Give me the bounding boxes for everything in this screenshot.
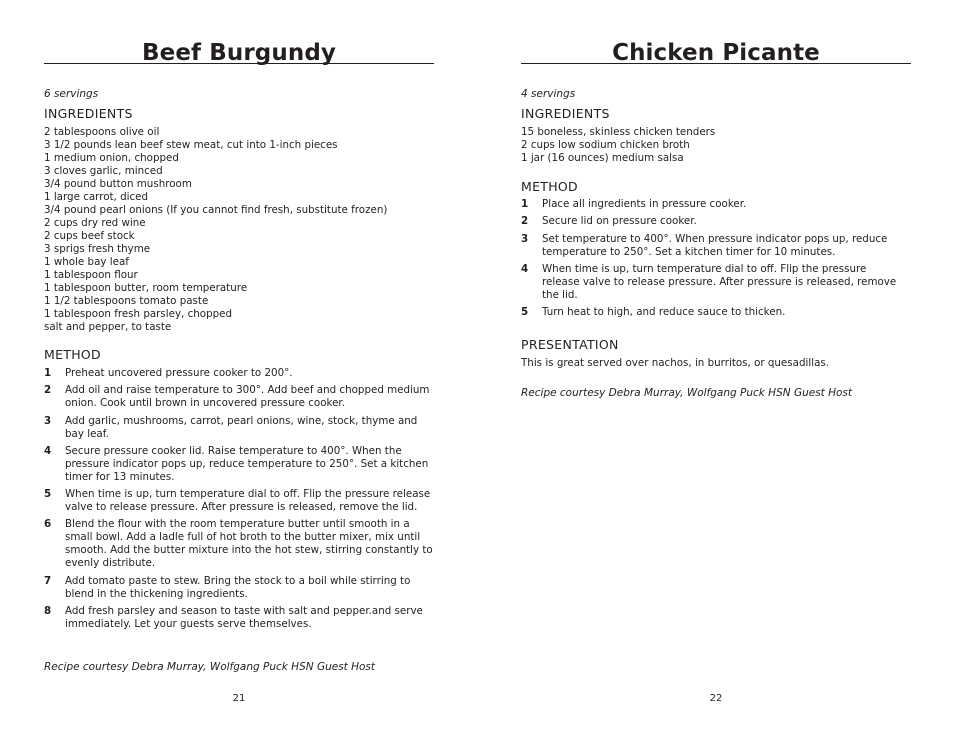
method-step <box>44 605 436 631</box>
ingredient-item: 1 jar (16 ounces) medium salsa <box>521 152 684 164</box>
step-number: 7 <box>44 574 52 587</box>
step-number: 4 <box>521 262 529 275</box>
recipe-title: Beef Burgundy <box>44 40 434 64</box>
step-text: Add garlic, mushrooms, carrot, pearl onions, wine, stock, thyme and bay leaf. <box>65 414 418 440</box>
method-heading: METHOD <box>44 347 101 362</box>
presentation-heading: PRESENTATION <box>521 337 619 352</box>
step-number: 3 <box>521 232 529 245</box>
step-number: 1 <box>521 198 529 210</box>
step-number: 6 <box>44 518 52 531</box>
ingredient-item: 1 whole bay leaf <box>44 256 129 268</box>
method-steps <box>44 367 436 635</box>
ingredient-item: 3/4 pound pearl onions (If you cannot find fresh, substitute frozen) <box>44 204 388 216</box>
ingredient-item: 1 large carrot, diced <box>44 191 149 203</box>
step-number: 3 <box>44 414 52 427</box>
ingredient-item: 15 boneless, skinless chicken tenders <box>521 126 716 138</box>
ingredient-item: 2 cups dry red wine <box>44 217 146 229</box>
step-number: 5 <box>44 488 52 501</box>
ingredients-heading: INGREDIENTS <box>44 106 133 121</box>
ingredient-item: 2 cups beef stock <box>44 230 135 242</box>
method-step <box>44 367 436 380</box>
step-number: 8 <box>44 605 52 618</box>
method-steps <box>521 198 907 323</box>
method-step <box>521 233 907 259</box>
method-step <box>44 415 436 441</box>
method-step <box>44 575 436 601</box>
recipe-credit: Recipe courtesy Debra Murray, Wolfgang Puck HSN Guest Host <box>44 661 376 673</box>
ingredient-item: 2 tablespoons olive oil <box>44 126 160 138</box>
step-text: Add tomato paste to stew. Bring the stock to a boil while stirring to blend in the thickening ingredients. <box>65 574 411 600</box>
page-right <box>521 0 911 738</box>
step-text: Secure lid on pressure cooker. <box>542 215 697 228</box>
step-text: Set temperature to 400°. When pressure indicator pops up, reduce temperature to 250°. Set a kitchen timer for 10 minutes. <box>542 232 888 258</box>
step-text: Add fresh parsley and season to taste with salt and pepper.and serve immediately. Let your guests serve themselves. <box>65 605 423 631</box>
ingredients-list <box>44 126 387 334</box>
presentation-text: This is great served over nachos, in burritos, or quesadillas. <box>521 357 830 369</box>
ingredients-heading: INGREDIENTS <box>521 106 610 121</box>
ingredient-item: 1 1/2 tablespoons tomato paste <box>44 295 209 307</box>
step-text: Blend the flour with the room temperature butter until smooth in a small bowl. Add a ladle full of hot broth to the butter mixer, mix until smooth. Add the butter mixture into the hot stew, stirring constantly to evenly distribute. <box>65 518 433 570</box>
ingredient-item: 1 medium onion, chopped <box>44 152 179 164</box>
step-number: 1 <box>44 367 52 379</box>
method-step <box>44 445 436 484</box>
step-text: Preheat uncovered pressure cooker to 200°. <box>65 367 293 379</box>
step-number: 2 <box>521 215 529 228</box>
method-step <box>44 518 436 570</box>
recipe-title: Chicken Picante <box>521 40 911 64</box>
page-number: 22 <box>709 693 723 704</box>
ingredient-item: 1 tablespoon butter, room temperature <box>44 282 248 294</box>
ingredient-item: 1 tablespoon flour <box>44 269 138 281</box>
ingredient-item: salt and pepper, to taste <box>44 321 172 333</box>
step-text: Place all ingredients in pressure cooker. <box>542 198 747 210</box>
ingredient-item: 3/4 pound button mushroom <box>44 178 192 190</box>
servings: 4 servings <box>521 88 576 100</box>
ingredient-item: 3 cloves garlic, minced <box>44 165 163 177</box>
ingredient-item: 3 1/2 pounds lean beef stew meat, cut into 1-inch pieces <box>44 139 338 151</box>
recipe-credit: Recipe courtesy Debra Murray, Wolfgang Puck HSN Guest Host <box>521 387 853 399</box>
step-text: Add oil and raise temperature to 300°. Add beef and chopped medium onion. Cook until brown in uncovered pressure cooker. <box>65 384 430 410</box>
step-text: Turn heat to high, and reduce sauce to thicken. <box>542 306 786 319</box>
method-step <box>521 198 907 211</box>
page-number: 21 <box>232 693 246 704</box>
method-heading: METHOD <box>521 179 578 194</box>
step-text: Secure pressure cooker lid. Raise temperature to 400°. When the pressure indicator pops up, reduce temperature to 250°. Set a kitchen timer for 13 minutes. <box>65 444 429 483</box>
method-step <box>44 384 436 410</box>
method-step <box>521 263 907 302</box>
step-number: 2 <box>44 384 52 397</box>
step-number: 4 <box>44 444 52 457</box>
step-number: 5 <box>521 306 529 319</box>
ingredient-item: 1 tablespoon fresh parsley, chopped <box>44 308 233 320</box>
method-step <box>44 488 436 514</box>
ingredients-list <box>521 126 715 165</box>
page-left <box>44 0 434 738</box>
step-text: When time is up, turn temperature dial to off. Flip the pressure release valve to release pressure. After pressure is released, remove the lid. <box>542 262 897 301</box>
ingredient-item: 2 cups low sodium chicken broth <box>521 139 690 151</box>
step-text: When time is up, turn temperature dial to off. Flip the pressure release valve to release pressure. After pressure is released, remove the lid. <box>65 488 431 514</box>
method-step <box>521 215 907 228</box>
ingredient-item: 3 sprigs fresh thyme <box>44 243 151 255</box>
servings: 6 servings <box>44 88 99 100</box>
method-step <box>521 306 907 319</box>
